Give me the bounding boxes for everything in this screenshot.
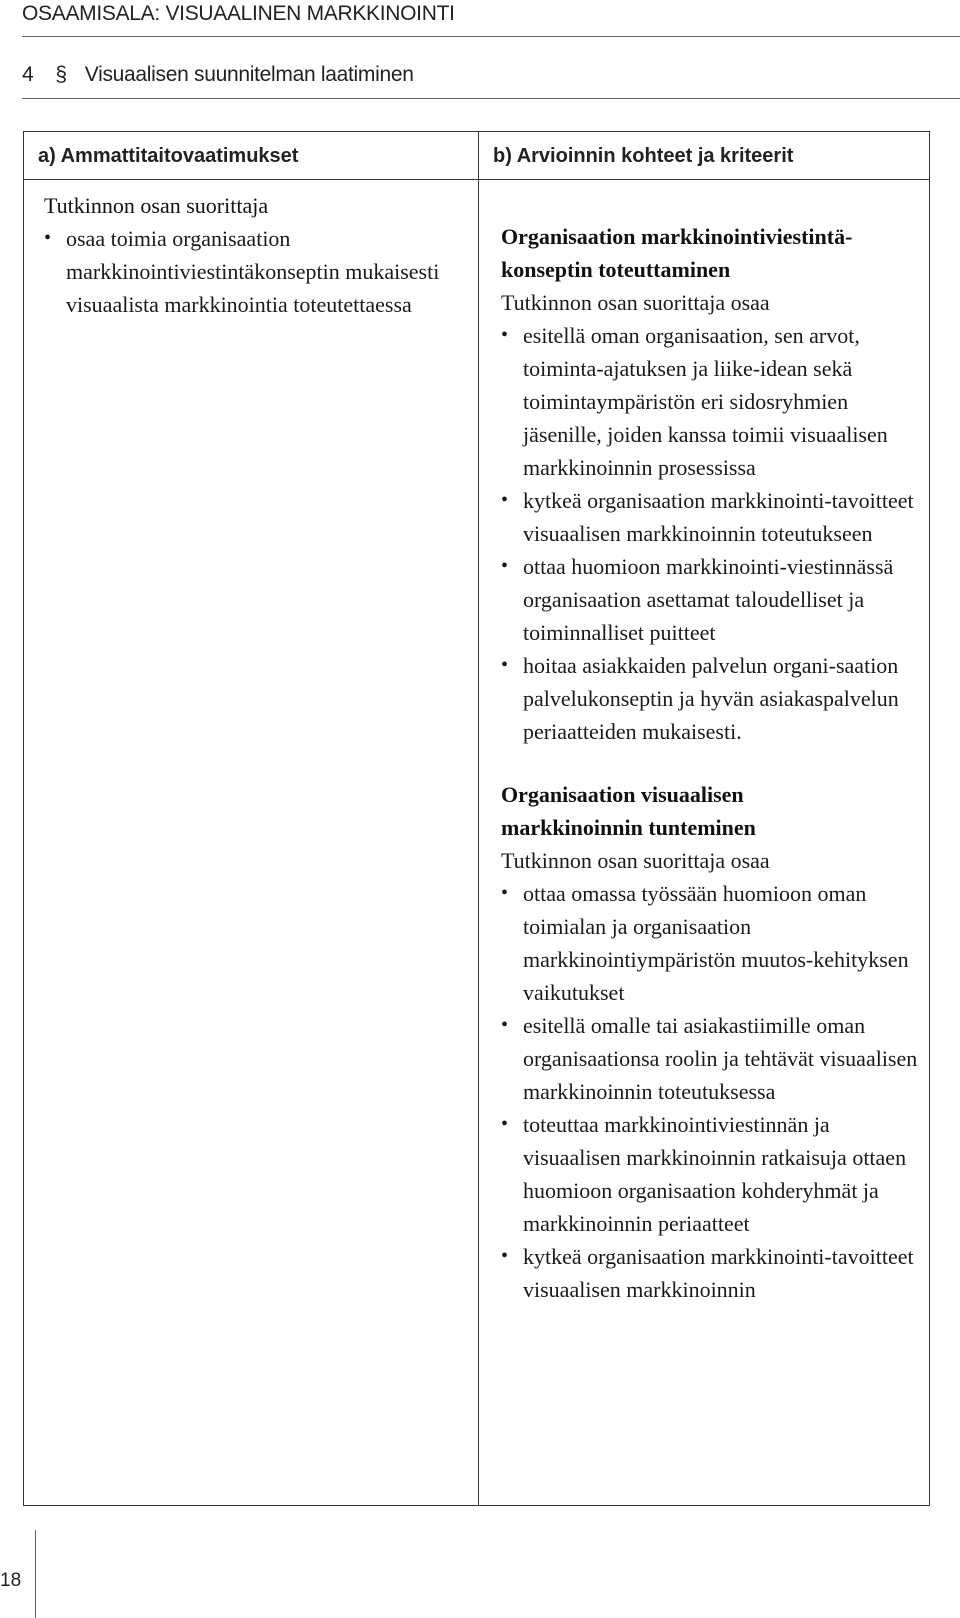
header-divider (24, 179, 929, 180)
list-item (501, 319, 926, 484)
bullet-icon: • (501, 1014, 509, 1036)
column-a-list (44, 222, 464, 321)
page-number: 18 (0, 1570, 22, 1591)
list-item-text: toteuttaa markkinointiviestinnän ja visuaalisen markkinoinnin ratkaisuja ottaen huomioon organisaation kohderyhmät ja markkinoinnin periaatteet (523, 1112, 907, 1236)
list-item-text: esitellä omalle tai asiakastiimille oman organisaationsa roolin ja tehtävät visuaalisen markkinoinnin toteutuksessa (523, 1013, 918, 1104)
column-a-subhead: Tutkinnon osan suorittaja (44, 193, 269, 218)
running-header: OSAAMISALA: VISUAALINEN MARKKINOINTI (22, 2, 455, 25)
bullet-icon: • (501, 882, 509, 904)
column-b-heading: b) Arvioinnin kohteet ja kriteerit (493, 145, 794, 167)
list-item-text: kytkeä organisaation markkinointi-tavoitteet visuaalisen markkinoinnin (523, 1244, 914, 1302)
bullet-icon: • (501, 489, 509, 511)
list-item-text: kytkeä organisaation markkinointi-tavoitteet visuaalisen markkinoinnin toteutukseen (523, 488, 914, 546)
list-item (501, 1108, 926, 1240)
list-item-text: hoitaa asiakkaiden palvelun organi-saation palvelukonseptin ja hyvän asiakaspalvelun periaatteiden mukaisesti. (523, 653, 899, 744)
list-item-text: ottaa huomioon markkinointi-viestinnässä organisaation asettamat taloudelliset ja toiminnalliset puitteet (523, 554, 894, 645)
list-item (501, 1009, 926, 1108)
list-item-text: ottaa omassa työssään huomioon oman toimialan ja organisaation markkinointiympäristön muutos-kehityksen vaikutukset (523, 881, 909, 1005)
block-list (501, 877, 926, 1306)
criteria-block (501, 778, 926, 1306)
block-intro: Tutkinnon osan suorittaja osaa (501, 848, 770, 873)
criteria-block (501, 220, 926, 748)
bullet-icon: • (501, 654, 509, 676)
list-item (501, 550, 926, 649)
bullet-icon: • (44, 227, 52, 249)
column-a-heading: a) Ammattitaitovaatimukset (38, 145, 299, 167)
header-rule (22, 36, 960, 37)
block-intro: Tutkinnon osan suorittaja osaa (501, 290, 770, 315)
column-a-content (44, 189, 464, 321)
criteria-table (23, 131, 930, 1506)
section-heading (22, 63, 414, 87)
list-item (501, 877, 926, 1009)
block-subhead: Organisaation markkinointiviestintä-konseptin toteuttaminen (501, 224, 853, 282)
section-symbol: § (55, 63, 67, 86)
block-list (501, 319, 926, 748)
column-b-content (501, 220, 926, 1306)
section-title: Visuaalisen suunnitelman laatiminen (84, 63, 414, 86)
column-divider (478, 132, 479, 1505)
list-item-text: esitellä oman organisaation, sen arvot, toiminta-ajatuksen ja liike-idean sekä toimintaympäristön eri sidosryhmien jäsenille, joiden kanssa toimii visuaalisen markkinoinnin prosessissa (523, 323, 888, 480)
margin-line (35, 1530, 36, 1618)
list-item (44, 222, 461, 321)
bullet-icon: • (501, 324, 509, 346)
bullet-icon: • (501, 555, 509, 577)
bullet-icon: • (501, 1245, 509, 1267)
list-item (501, 1240, 926, 1306)
section-rule (22, 98, 960, 99)
block-subhead: Organisaation visuaalisen markkinoinnin tunteminen (501, 782, 756, 840)
list-item-text: osaa toimia organisaation markkinointiviestintäkonseptin mukaisesti visuaalista markkinointia toteutettaessa (66, 226, 440, 317)
bullet-icon: • (501, 1113, 509, 1135)
list-item (501, 484, 926, 550)
list-item (501, 649, 926, 748)
section-number: 4 (22, 63, 34, 86)
